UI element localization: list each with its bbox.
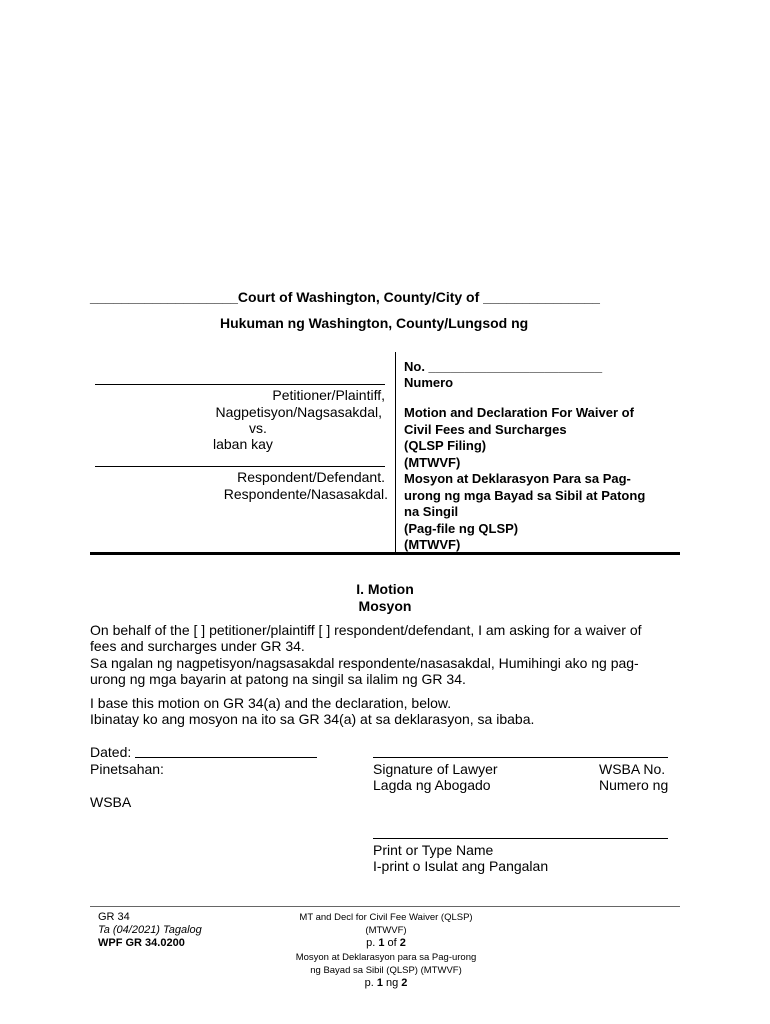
footer-wpf-number: WPF GR 34.0200	[98, 937, 185, 949]
respondent-label-tagalog: Respondente/Nasasakdal.	[223, 486, 388, 502]
print-name-label: Print or Type Name	[373, 842, 494, 858]
footer-title-code: (MTWVF)	[365, 925, 407, 936]
document-title-line: na Singil	[404, 504, 459, 519]
case-number: No. ________________________	[404, 359, 603, 374]
wsba-label: WSBA	[90, 794, 132, 810]
versus-label-tagalog: laban kay	[213, 436, 273, 452]
footer-title-tagalog: Mosyon at Deklarasyon para sa Pag-urong	[295, 952, 477, 963]
page-current: 1	[376, 977, 383, 989]
signature-label-tagalog: Lagda ng Abogado	[373, 777, 491, 793]
basis-text-tagalog: Ibinatay ko ang mosyon na ito sa GR 34(a) at sa deklarasyon, sa ibaba.	[90, 711, 535, 727]
footer-version: Ta (04/2021) Tagalog	[98, 924, 202, 936]
dated-label-tagalog: Pinetsahan:	[90, 761, 164, 777]
page-current: 1	[378, 937, 385, 949]
document-title-line: Motion and Declaration For Waiver of	[404, 405, 634, 420]
document-title-line: (MTWVF)	[404, 537, 461, 552]
footer-rule	[90, 906, 680, 907]
page-total: 2	[399, 937, 406, 949]
basis-text: I base this motion on GR 34(a) and the declaration, below.	[90, 695, 452, 711]
versus-label: vs.	[249, 420, 267, 436]
motion-text: On behalf of the [ ] petitioner/plaintiff [ ] respondent/defendant, I am asking for a waiver of	[90, 622, 642, 638]
respondent-name-line	[95, 466, 385, 467]
respondent-label: Respondent/Defendant.	[237, 469, 385, 485]
dated-label: Dated:	[90, 744, 132, 760]
case-number-tagalog: Numero	[404, 375, 454, 390]
footer-title-tagalog: ng Bayad sa Sibil (QLSP) (MTWVF)	[310, 965, 462, 976]
petitioner-label: Petitioner/Plaintiff,	[272, 387, 385, 403]
page-of: ng	[382, 977, 402, 989]
court-line: ___________________Court of Washington, County/City of _______________	[90, 289, 600, 305]
document-title-line: urong ng mga Bayad sa Sibil at Patong	[404, 487, 646, 503]
page-prefix: p.	[364, 977, 377, 989]
document-title-line: (Pag-file ng QLSP)	[404, 520, 519, 536]
page-prefix: p.	[366, 937, 379, 949]
wsba-number-label-tagalog: Numero ng	[599, 777, 669, 793]
page-total: 2	[401, 977, 408, 989]
motion-text: fees and surcharges under GR 34.	[90, 638, 305, 654]
footer-page-number-tagalog	[236, 977, 536, 990]
document-title	[404, 405, 645, 554]
signature-line[interactable]	[373, 757, 668, 758]
print-name-label-tagalog: I-print o Isulat ang Pangalan	[373, 858, 549, 874]
document-title-line: (MTWVF)	[404, 454, 461, 470]
document-title-line: (QLSP Filing)	[404, 438, 487, 453]
motion-text-tagalog: urong ng mga bayarin at patong na singil sa ilalim ng GR 34.	[90, 671, 466, 687]
page-of: of	[384, 937, 400, 949]
signature-label: Signature of Lawyer	[373, 761, 498, 777]
wsba-number-label: WSBA No.	[599, 761, 666, 777]
print-name-line[interactable]	[373, 838, 668, 839]
footer-form-number: GR 34	[98, 911, 130, 923]
document-title-line: Mosyon at Deklarasyon Para sa Pag-	[404, 471, 631, 486]
motion-text-tagalog: Sa ngalan ng nagpetisyon/nagsasakdal respondente/nasasakdal, Humihingi ako ng pag-	[90, 655, 639, 671]
footer-title: MT and Decl for Civil Fee Waiver (QLSP)	[299, 912, 473, 923]
petitioner-label-tagalog: Nagpetisyon/Nagsasakdal,	[215, 404, 382, 420]
document-title-line: Civil Fees and Surcharges	[404, 421, 567, 437]
date-field-line[interactable]	[135, 757, 317, 758]
section-heading-tagalog: Mosyon	[358, 598, 412, 614]
caption-divider	[395, 352, 396, 552]
petitioner-name-line	[95, 384, 385, 385]
footer-page-number	[236, 937, 536, 950]
section-heading: I. Motion	[356, 581, 414, 597]
court-line-tagalog: Hukuman ng Washington, County/Lungsod ng	[220, 315, 529, 331]
